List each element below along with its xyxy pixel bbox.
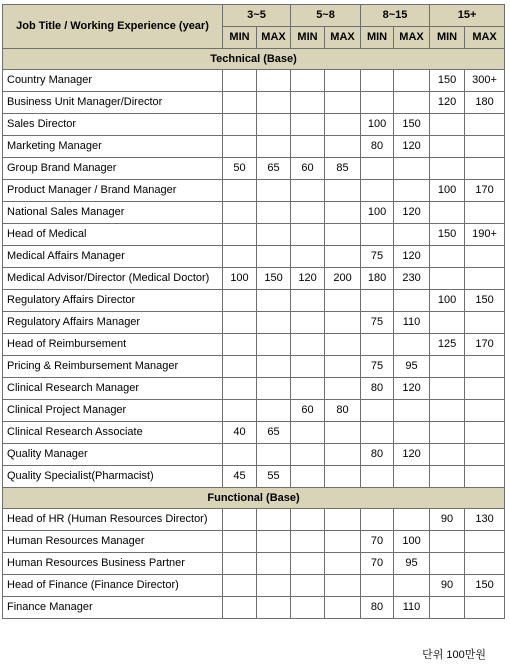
min-salary-cell: 100: [361, 114, 394, 136]
max-salary-cell: [394, 70, 430, 92]
max-salary-cell: [325, 509, 361, 531]
max-salary-cell: [465, 400, 505, 422]
max-salary-cell: [325, 575, 361, 597]
max-salary-cell: [465, 268, 505, 290]
min-salary-cell: 80: [361, 136, 394, 158]
max-salary-cell: [465, 356, 505, 378]
table-row: [3, 158, 505, 180]
max-salary-cell: 95: [394, 356, 430, 378]
max-salary-cell: [325, 114, 361, 136]
max-salary-cell: [465, 378, 505, 400]
max-salary-cell: [394, 509, 430, 531]
max-salary-cell: [257, 597, 291, 619]
max-salary-cell: 120: [394, 246, 430, 268]
job-title-cell: Marketing Manager: [3, 136, 223, 158]
section-header-row: [3, 488, 505, 509]
min-salary-cell: 90: [430, 509, 465, 531]
max-salary-cell: [394, 158, 430, 180]
min-salary-cell: [223, 444, 257, 466]
min-salary-cell: 60: [291, 400, 325, 422]
min-salary-cell: 75: [361, 246, 394, 268]
min-salary-cell: [223, 224, 257, 246]
min-salary-cell: [291, 334, 325, 356]
max-salary-cell: [257, 553, 291, 575]
job-title-cell: Finance Manager: [3, 597, 223, 619]
max-salary-cell: [465, 553, 505, 575]
table-row: [3, 92, 505, 114]
min-salary-cell: 150: [430, 224, 465, 246]
min-salary-cell: 100: [430, 180, 465, 202]
min-salary-cell: 80: [361, 444, 394, 466]
min-salary-cell: [223, 575, 257, 597]
max-salary-cell: [325, 597, 361, 619]
unit-note: 단위 100만원: [422, 649, 486, 661]
min-salary-cell: 70: [361, 531, 394, 553]
max-salary-cell: [394, 180, 430, 202]
max-salary-cell: 120: [394, 136, 430, 158]
max-salary-cell: [394, 224, 430, 246]
min-salary-cell: 75: [361, 312, 394, 334]
min-salary-cell: 100: [430, 290, 465, 312]
min-salary-cell: [291, 290, 325, 312]
section-title: Functional (Base): [3, 488, 505, 509]
max-salary-cell: [325, 180, 361, 202]
table-row: [3, 334, 505, 356]
min-salary-cell: 100: [223, 268, 257, 290]
min-salary-cell: [291, 553, 325, 575]
min-salary-cell: [223, 290, 257, 312]
job-title-cell: Country Manager: [3, 70, 223, 92]
min-salary-cell: [361, 509, 394, 531]
max-salary-cell: [325, 92, 361, 114]
job-title-cell: Clinical Research Manager: [3, 378, 223, 400]
min-salary-cell: [223, 334, 257, 356]
min-salary-cell: [291, 575, 325, 597]
max-salary-cell: [394, 92, 430, 114]
max-salary-cell: 110: [394, 312, 430, 334]
job-title-cell: Clinical Project Manager: [3, 400, 223, 422]
max-salary-cell: 120: [394, 378, 430, 400]
min-salary-cell: [291, 597, 325, 619]
job-title-cell: Head of HR (Human Resources Director): [3, 509, 223, 531]
max-salary-cell: [394, 334, 430, 356]
table-row: [3, 531, 505, 553]
max-salary-cell: 180: [465, 92, 505, 114]
header-row-groups: [3, 5, 505, 27]
max-salary-cell: [465, 202, 505, 224]
table-row: [3, 356, 505, 378]
max-salary-cell: [465, 597, 505, 619]
min-salary-cell: [430, 378, 465, 400]
min-salary-cell: [291, 70, 325, 92]
table-row: [3, 444, 505, 466]
min-salary-cell: [291, 356, 325, 378]
max-salary-cell: [257, 136, 291, 158]
max-salary-cell: 200: [325, 268, 361, 290]
min-salary-cell: [430, 400, 465, 422]
table-row: [3, 553, 505, 575]
table-row: [3, 224, 505, 246]
min-salary-cell: [361, 290, 394, 312]
max-salary-cell: [325, 422, 361, 444]
min-salary-cell: 100: [361, 202, 394, 224]
min-salary-cell: 80: [361, 378, 394, 400]
min-salary-cell: [223, 378, 257, 400]
min-salary-cell: [361, 92, 394, 114]
min-salary-cell: [291, 444, 325, 466]
job-title-cell: Clinical Research Associate: [3, 422, 223, 444]
table-row: [3, 509, 505, 531]
max-salary-cell: [465, 422, 505, 444]
max-salary-cell: 100: [394, 531, 430, 553]
max-salary-cell: 55: [257, 466, 291, 488]
min-salary-cell: 80: [361, 597, 394, 619]
max-salary-cell: [257, 290, 291, 312]
max-salary-cell: [257, 531, 291, 553]
max-salary-cell: [394, 422, 430, 444]
min-salary-cell: [430, 422, 465, 444]
min-salary-cell: [430, 553, 465, 575]
max-salary-cell: [325, 70, 361, 92]
job-title-header: Job Title / Working Experience (year): [3, 5, 223, 49]
max-salary-cell: [257, 246, 291, 268]
max-salary-cell: [465, 312, 505, 334]
min-salary-cell: [291, 312, 325, 334]
min-salary-cell: [291, 466, 325, 488]
max-salary-cell: [257, 70, 291, 92]
min-salary-cell: [361, 334, 394, 356]
max-salary-cell: 300+: [465, 70, 505, 92]
job-title-cell: Pricing & Reimbursement Manager: [3, 356, 223, 378]
job-title-cell: Medical Affairs Manager: [3, 246, 223, 268]
table-row: [3, 466, 505, 488]
table-row: [3, 422, 505, 444]
min-salary-cell: 45: [223, 466, 257, 488]
min-salary-cell: 150: [430, 70, 465, 92]
min-salary-cell: [430, 444, 465, 466]
table-body: [3, 49, 505, 619]
max-salary-cell: 95: [394, 553, 430, 575]
min-salary-cell: [291, 378, 325, 400]
min-salary-cell: [430, 531, 465, 553]
group-header-8-15: 8~15: [361, 5, 430, 27]
job-title-cell: Human Resources Business Partner: [3, 553, 223, 575]
min-salary-cell: [361, 70, 394, 92]
min-salary-cell: [223, 597, 257, 619]
min-header: MIN: [361, 27, 394, 49]
max-salary-cell: 150: [257, 268, 291, 290]
max-salary-cell: [465, 114, 505, 136]
min-salary-cell: 60: [291, 158, 325, 180]
min-salary-cell: [291, 114, 325, 136]
min-salary-cell: [223, 400, 257, 422]
max-salary-cell: [325, 444, 361, 466]
min-salary-cell: 90: [430, 575, 465, 597]
table-row: [3, 400, 505, 422]
group-header-15-plus: 15+: [430, 5, 505, 27]
max-salary-cell: [325, 224, 361, 246]
max-salary-cell: [325, 334, 361, 356]
job-title-cell: Head of Finance (Finance Director): [3, 575, 223, 597]
max-salary-cell: 150: [465, 290, 505, 312]
min-header: MIN: [223, 27, 257, 49]
max-salary-cell: 170: [465, 334, 505, 356]
max-salary-cell: [465, 136, 505, 158]
max-salary-cell: 65: [257, 158, 291, 180]
max-salary-cell: [325, 466, 361, 488]
min-salary-cell: [361, 224, 394, 246]
max-salary-cell: 85: [325, 158, 361, 180]
table-row: [3, 70, 505, 92]
max-salary-cell: 230: [394, 268, 430, 290]
max-salary-cell: [257, 312, 291, 334]
max-salary-cell: [394, 575, 430, 597]
min-salary-cell: [223, 356, 257, 378]
table-row: [3, 312, 505, 334]
min-salary-cell: [223, 180, 257, 202]
max-salary-cell: [325, 356, 361, 378]
min-salary-cell: 70: [361, 553, 394, 575]
max-salary-cell: 150: [465, 575, 505, 597]
job-title-cell: Quality Manager: [3, 444, 223, 466]
min-salary-cell: [291, 224, 325, 246]
max-salary-cell: [394, 400, 430, 422]
min-salary-cell: 120: [430, 92, 465, 114]
max-salary-cell: 120: [394, 202, 430, 224]
min-salary-cell: [430, 158, 465, 180]
table-row: [3, 136, 505, 158]
max-salary-cell: 170: [465, 180, 505, 202]
min-salary-cell: [223, 312, 257, 334]
min-salary-cell: 40: [223, 422, 257, 444]
max-salary-cell: [465, 246, 505, 268]
max-salary-cell: [257, 334, 291, 356]
min-salary-cell: [430, 136, 465, 158]
max-salary-cell: 110: [394, 597, 430, 619]
max-salary-cell: [394, 290, 430, 312]
max-salary-cell: [325, 553, 361, 575]
max-salary-cell: [465, 466, 505, 488]
job-title-cell: Medical Advisor/Director (Medical Doctor): [3, 268, 223, 290]
min-salary-cell: [361, 180, 394, 202]
max-salary-cell: [325, 202, 361, 224]
min-salary-cell: [291, 92, 325, 114]
max-salary-cell: 80: [325, 400, 361, 422]
min-salary-cell: 75: [361, 356, 394, 378]
min-salary-cell: [291, 180, 325, 202]
job-title-cell: Regulatory Affairs Director: [3, 290, 223, 312]
max-salary-cell: [257, 224, 291, 246]
min-salary-cell: [291, 422, 325, 444]
group-header-3-5: 3~5: [223, 5, 291, 27]
max-salary-cell: 190+: [465, 224, 505, 246]
table-row: [3, 290, 505, 312]
max-salary-cell: 65: [257, 422, 291, 444]
table-row: [3, 246, 505, 268]
min-salary-cell: [223, 553, 257, 575]
max-salary-cell: [465, 531, 505, 553]
max-salary-cell: [257, 400, 291, 422]
min-salary-cell: 180: [361, 268, 394, 290]
job-title-cell: Head of Medical: [3, 224, 223, 246]
min-salary-cell: [223, 531, 257, 553]
job-title-cell: Human Resources Manager: [3, 531, 223, 553]
max-salary-cell: [257, 378, 291, 400]
job-title-cell: Business Unit Manager/Director: [3, 92, 223, 114]
min-salary-cell: [223, 70, 257, 92]
max-salary-cell: [465, 444, 505, 466]
min-header: MIN: [430, 27, 465, 49]
min-salary-cell: [361, 400, 394, 422]
salary-table: [2, 4, 505, 619]
max-salary-cell: [257, 356, 291, 378]
max-salary-cell: 130: [465, 509, 505, 531]
job-title-cell: Sales Director: [3, 114, 223, 136]
max-salary-cell: [257, 509, 291, 531]
table-row: [3, 597, 505, 619]
group-header-5-8: 5~8: [291, 5, 361, 27]
max-salary-cell: [257, 114, 291, 136]
max-header: MAX: [394, 27, 430, 49]
min-salary-cell: [223, 114, 257, 136]
table-row: [3, 575, 505, 597]
max-salary-cell: [325, 378, 361, 400]
min-salary-cell: [223, 202, 257, 224]
max-salary-cell: [394, 466, 430, 488]
max-salary-cell: [325, 312, 361, 334]
table-row: [3, 114, 505, 136]
max-salary-cell: [465, 158, 505, 180]
table-row: [3, 180, 505, 202]
min-salary-cell: [291, 246, 325, 268]
min-salary-cell: [223, 509, 257, 531]
min-salary-cell: [291, 136, 325, 158]
max-header: MAX: [465, 27, 505, 49]
min-salary-cell: [430, 246, 465, 268]
job-title-cell: Head of Reimbursement: [3, 334, 223, 356]
min-salary-cell: [361, 158, 394, 180]
section-title: Technical (Base): [3, 49, 505, 70]
max-salary-cell: [325, 136, 361, 158]
table-row: [3, 268, 505, 290]
section-header-row: [3, 49, 505, 70]
max-header: MAX: [325, 27, 361, 49]
job-title-cell: Quality Specialist(Pharmacist): [3, 466, 223, 488]
min-salary-cell: [430, 202, 465, 224]
max-salary-cell: [325, 531, 361, 553]
min-salary-cell: 125: [430, 334, 465, 356]
max-salary-cell: [257, 202, 291, 224]
min-salary-cell: [291, 509, 325, 531]
min-salary-cell: [430, 466, 465, 488]
job-title-cell: Product Manager / Brand Manager: [3, 180, 223, 202]
min-salary-cell: [291, 202, 325, 224]
max-salary-cell: 120: [394, 444, 430, 466]
max-salary-cell: [257, 575, 291, 597]
min-salary-cell: [223, 92, 257, 114]
job-title-cell: Group Brand Manager: [3, 158, 223, 180]
max-salary-cell: [257, 180, 291, 202]
min-salary-cell: [430, 312, 465, 334]
min-salary-cell: [361, 575, 394, 597]
min-salary-cell: [361, 466, 394, 488]
job-title-cell: Regulatory Affairs Manager: [3, 312, 223, 334]
min-salary-cell: 120: [291, 268, 325, 290]
min-salary-cell: [223, 246, 257, 268]
min-salary-cell: [430, 114, 465, 136]
min-salary-cell: [223, 136, 257, 158]
table-header: [3, 5, 505, 49]
max-salary-cell: [257, 444, 291, 466]
min-salary-cell: [291, 531, 325, 553]
table-row: [3, 378, 505, 400]
max-header: MAX: [257, 27, 291, 49]
min-header: MIN: [291, 27, 325, 49]
max-salary-cell: 150: [394, 114, 430, 136]
min-salary-cell: 50: [223, 158, 257, 180]
min-salary-cell: [361, 422, 394, 444]
max-salary-cell: [325, 290, 361, 312]
max-salary-cell: [325, 246, 361, 268]
min-salary-cell: [430, 356, 465, 378]
max-salary-cell: [257, 92, 291, 114]
table-row: [3, 202, 505, 224]
min-salary-cell: [430, 268, 465, 290]
min-salary-cell: [430, 597, 465, 619]
job-title-cell: National Sales Manager: [3, 202, 223, 224]
